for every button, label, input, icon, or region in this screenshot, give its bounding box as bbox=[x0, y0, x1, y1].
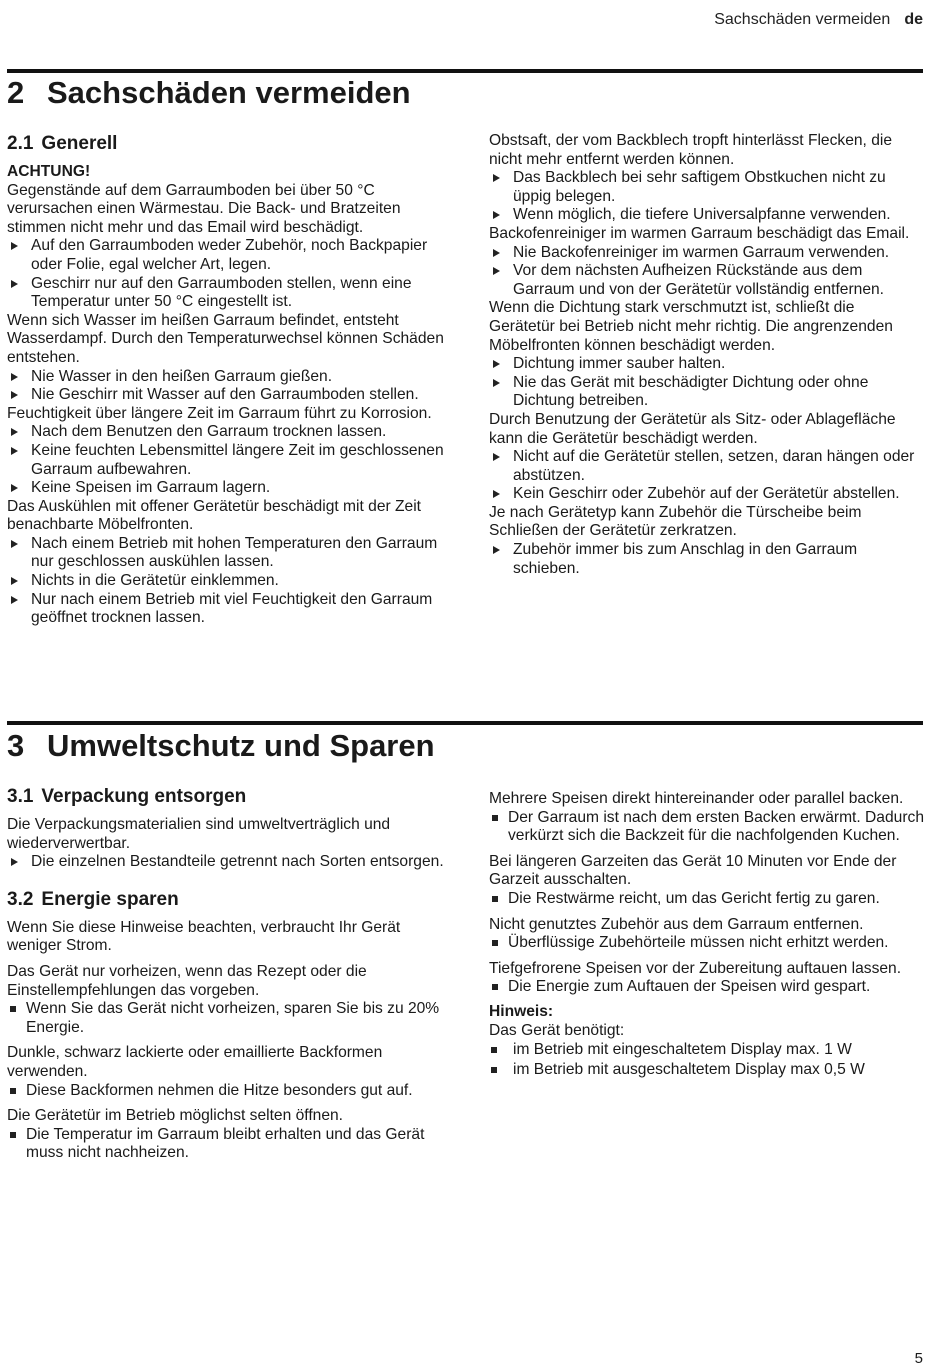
result-item: Die Temperatur im Garraum bleibt erhalten und das Gerät muss nicht nachheizen. bbox=[7, 1126, 447, 1163]
paragraph: Die Verpackungsmaterialien sind umweltverträglich und wiederverwertbar. bbox=[7, 816, 391, 852]
result-item: Die Restwärme reicht, um das Gericht fertig zu garen. bbox=[489, 890, 924, 909]
result-item: Diese Backformen nehmen die Hitze besonders gut auf. bbox=[7, 1082, 447, 1101]
instruction-item: Keine Speisen im Garraum lagern. bbox=[7, 479, 447, 498]
instruction-item: Nicht auf die Gerätetür stellen, setzen, daran hängen oder abstützen. bbox=[489, 448, 924, 485]
paragraph: Wenn sich Wasser im heißen Garraum befindet, entsteht Wasserdampf. Durch den Temperaturwechsel können Schäden entstehen. bbox=[7, 311, 444, 366]
paragraph: Dunkle, schwarz lackierte oder emaillierte Backformen verwenden. bbox=[7, 1044, 383, 1080]
chapter-2-right-content bbox=[489, 132, 924, 578]
paragraph: Backofenreiniger im warmen Garraum beschädigt das Email. bbox=[489, 224, 910, 242]
bullet-list bbox=[489, 448, 924, 504]
bullet-list bbox=[7, 1000, 447, 1037]
paragraph: Das Auskühlen mit offener Gerätetür beschädigt mit der Zeit benachbarte Möbelfronten. bbox=[7, 497, 422, 534]
instruction-item: Keine feuchten Lebensmittel längere Zeit im geschlossenen Garraum aufbewahren. bbox=[7, 442, 447, 479]
bullet-list bbox=[7, 423, 447, 497]
bullet-list bbox=[489, 978, 924, 997]
result-item: Die Energie zum Auftauen der Speisen wird gespart. bbox=[489, 978, 924, 997]
warning-label: ACHTUNG! bbox=[7, 163, 91, 180]
paragraph: Die Gerätetür im Betrieb möglichst selten öffnen. bbox=[7, 1107, 344, 1125]
bullet-list bbox=[489, 541, 924, 578]
result-item: Der Garraum ist nach dem ersten Backen erwärmt. Dadurch verkürzt sich die Backzeit für die nachfolgenden Kuchen. bbox=[489, 809, 924, 846]
paragraph: Wenn die Dichtung stark verschmutzt ist, schließt die Gerätetür bei Betrieb nicht mehr richtig. Die angrenzenden Möbelfronten können beschädigt werden. bbox=[489, 299, 893, 354]
section-2-1-heading bbox=[7, 132, 447, 156]
paragraph: Durch Benutzung der Gerätetür als Sitz- oder Ablagefläche kann die Gerätetür beschädigt werden. bbox=[489, 410, 896, 447]
bullet-list bbox=[7, 1082, 447, 1101]
chapter-2-left-content bbox=[7, 182, 447, 628]
result-item: Überflüssige Zubehörteile müssen nicht erhitzt werden. bbox=[489, 934, 924, 953]
bullet-list bbox=[489, 244, 924, 300]
bullet-list bbox=[489, 934, 924, 953]
chapter-number: 3 bbox=[7, 728, 25, 763]
bullet-list bbox=[489, 809, 924, 846]
chapter-3-title bbox=[7, 728, 435, 764]
result-item: Wenn Sie das Gerät nicht vorheizen, sparen Sie bis zu 20% Energie. bbox=[7, 1000, 447, 1037]
paragraph: Je nach Gerätetyp kann Zubehör die Türscheibe beim Schließen der Gerätetür zerkratzen. bbox=[489, 503, 862, 540]
bullet-list bbox=[7, 368, 447, 405]
instruction-item: Nach dem Benutzen den Garraum trocknen lassen. bbox=[7, 423, 447, 442]
chapter-number: 2 bbox=[7, 75, 25, 110]
section-3-2-content bbox=[7, 919, 447, 1163]
instruction-item: Nie das Gerät mit beschädigter Dichtung oder ohne Dichtung betreiben. bbox=[489, 374, 924, 411]
paragraph: Obstsaft, der vom Backblech tropft hinterlässt Flecken, die nicht mehr entfernt werden können. bbox=[489, 132, 893, 168]
instruction-item: Auf den Garraumboden weder Zubehör, noch Backpapier oder Folie, egal welcher Art, legen. bbox=[7, 237, 447, 274]
language-code: de bbox=[904, 11, 923, 28]
section-3-1-heading bbox=[7, 785, 447, 809]
instruction-item: Nie Geschirr mit Wasser auf den Garraumboden stellen. bbox=[7, 386, 447, 405]
bullet-list bbox=[489, 169, 924, 225]
paragraph: Bei längeren Garzeiten das Gerät 10 Minuten vor Ende der Garzeit ausschalten. bbox=[489, 852, 897, 889]
paragraph: Wenn Sie diese Hinweise beachten, verbraucht Ihr Gerät weniger Strom. bbox=[7, 918, 401, 955]
section-title: Verpackung entsorgen bbox=[41, 786, 247, 807]
energy-tips-content bbox=[489, 790, 924, 997]
chapter-3-column-left bbox=[7, 785, 447, 1163]
instruction-item: Geschirr nur auf den Garraumboden stellen, wenn eine Temperatur unter 50 °C eingestellt ist. bbox=[7, 275, 447, 312]
chapter-title-text: Umweltschutz und Sparen bbox=[47, 728, 435, 763]
instruction-item: Nie Backofenreiniger im warmen Garraum verwenden. bbox=[489, 244, 924, 263]
note-text: Das Gerät benötigt: bbox=[489, 1021, 625, 1039]
paragraph: Feuchtigkeit über längere Zeit im Garraum führt zu Korrosion. bbox=[7, 404, 432, 422]
header-title: Sachschäden vermeiden bbox=[714, 11, 891, 28]
bullet-list bbox=[7, 535, 447, 628]
instruction-item: Die einzelnen Bestandteile getrennt nach Sorten entsorgen. bbox=[7, 853, 447, 872]
instruction-item: Nur nach einem Betrieb mit viel Feuchtigkeit den Garraum geöffnet trocknen lassen. bbox=[7, 591, 447, 628]
bullet-list bbox=[7, 237, 447, 311]
bullet-list bbox=[7, 853, 447, 872]
chapter-2-rule bbox=[7, 69, 923, 73]
instruction-item: Dichtung immer sauber halten. bbox=[489, 355, 924, 374]
chapter-3-column-right bbox=[489, 790, 924, 1079]
chapter-2-column-left bbox=[7, 132, 447, 628]
note-item: im Betrieb mit ausgeschaltetem Display max 0,5 W bbox=[489, 1061, 924, 1080]
section-number: 2.1 bbox=[7, 133, 34, 154]
bullet-list bbox=[7, 1126, 447, 1163]
instruction-item: Das Backblech bei sehr saftigem Obstkuchen nicht zu üppig belegen. bbox=[489, 169, 924, 206]
section-number: 3.1 bbox=[7, 786, 34, 807]
chapter-2-column-right bbox=[489, 132, 924, 578]
instruction-item: Nichts in die Gerätetür einklemmen. bbox=[7, 572, 447, 591]
note-list bbox=[489, 1041, 924, 1079]
chapter-2-title bbox=[7, 75, 411, 111]
paragraph: Mehrere Speisen direkt hintereinander oder parallel backen. bbox=[489, 790, 904, 807]
section-3-2-heading bbox=[7, 888, 447, 912]
chapter-title-text: Sachschäden vermeiden bbox=[47, 75, 411, 110]
section-title: Generell bbox=[41, 133, 118, 154]
instruction-item: Kein Geschirr oder Zubehör auf der Gerätetür abstellen. bbox=[489, 485, 924, 504]
instruction-item: Wenn möglich, die tiefere Universalpfanne verwenden. bbox=[489, 206, 924, 225]
running-header bbox=[714, 11, 923, 29]
instruction-item: Nie Wasser in den heißen Garraum gießen. bbox=[7, 368, 447, 387]
paragraph: Nicht genutztes Zubehör aus dem Garraum entfernen. bbox=[489, 915, 864, 933]
section-3-1-content bbox=[7, 816, 447, 872]
instruction-item: Zubehör immer bis zum Anschlag in den Garraum schieben. bbox=[489, 541, 924, 578]
bullet-list bbox=[489, 355, 924, 411]
paragraph: Gegenstände auf dem Garraumboden bei über 50 °C verursachen einen Wärmestau. Die Back- und Bratzeiten stimmen nicht mehr und das Email wird beschädigt. bbox=[7, 181, 401, 236]
chapter-3-rule bbox=[7, 721, 923, 725]
section-number: 3.2 bbox=[7, 888, 34, 910]
instruction-item: Nach einem Betrieb mit hohen Temperaturen den Garraum nur geschlossen auskühlen lassen. bbox=[7, 535, 447, 572]
page-number: 5 bbox=[914, 1350, 923, 1367]
bullet-list bbox=[489, 890, 924, 909]
paragraph: Das Gerät nur vorheizen, wenn das Rezept oder die Einstellempfehlungen das vorgeben. bbox=[7, 962, 367, 999]
paragraph: Tiefgefrorene Speisen vor der Zubereitung auftauen lassen. bbox=[489, 959, 902, 977]
note-item: im Betrieb mit eingeschaltetem Display max. 1 W bbox=[489, 1041, 924, 1060]
instruction-item: Vor dem nächsten Aufheizen Rückstände aus dem Garraum und von der Gerätetür vollständig entfernen. bbox=[489, 262, 924, 299]
note-label: Hinweis: bbox=[489, 1002, 554, 1020]
section-title: Energie sparen bbox=[41, 888, 179, 910]
